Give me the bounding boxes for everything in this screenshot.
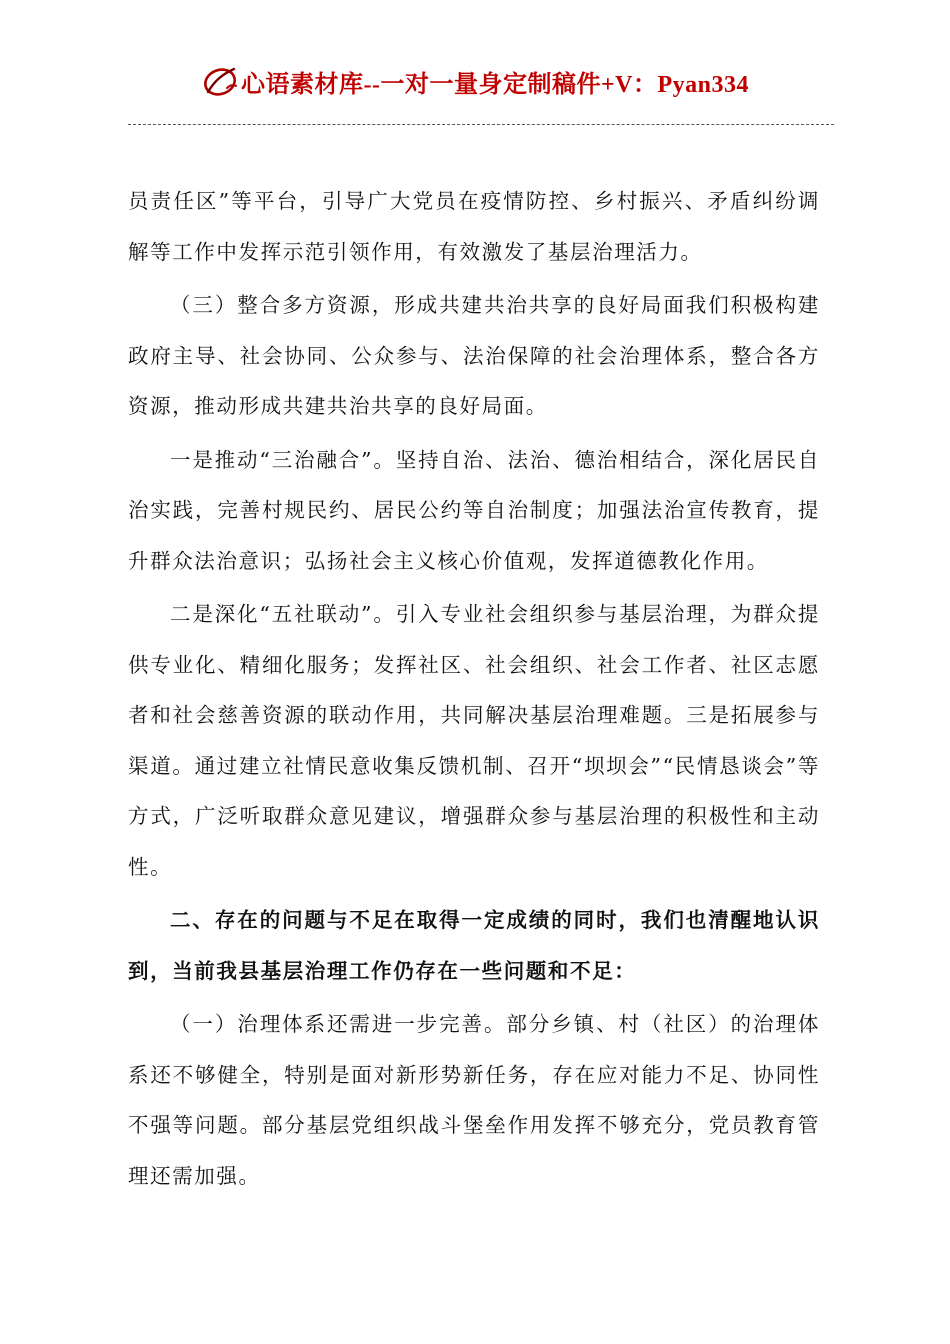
paragraph: （三）整合多方资源，形成共建共治共享的良好局面我们积极构建政府主导、社会协同、公众参与、法治保障的社会治理体系，整合各方资源，推动形成共建共治共享的良好局面。: [128, 293, 820, 418]
document-body: [128, 176, 820, 1204]
paragraph: 二是深化“五社联动”。引入专业社会组织参与基层治理，为群众提供专业化、精细化服务；发挥社区、社会组织、社会工作者、社区志愿者和社会慈善资源的联动作用，共同解决基层治理难题。三是拓展参与渠道。通过建立社情民意收集反馈机制、召开“坝坝会”“民情恳谈会”等方式，广泛听取群众意见建议，增强群众参与基层治理的积极性和主动性。: [128, 602, 820, 879]
paragraph: 员责任区”等平台，引导广大党员在疫情防控、乡村振兴、矛盾纠纷调解等工作中发挥示范引领作用，有效激发了基层治理活力。: [128, 189, 820, 264]
brand-logo-icon: [201, 62, 239, 100]
paragraph: （一）治理体系还需进一步完善。部分乡镇、村（社区）的治理体系还不够健全，特别是面对新形势新任务，存在应对能力不足、协同性不强等问题。部分基层党组织战斗堡垒作用发挥不够充分，党员教育管理还需加强。: [128, 1012, 820, 1188]
page-header: [0, 58, 950, 104]
brand-header-text: 心语素材库--一对一量身定制稿件+V：Pyan334: [241, 71, 749, 98]
paragraph: 一是推动“三治融合”。坚持自治、法治、德治相结合，深化居民自治实践，完善村规民约、居民公约等自治制度；加强法治宣传教育，提升群众法治意识；弘扬社会主义核心价值观，发挥道德教化作用。: [128, 447, 820, 573]
section-heading: 二、存在的问题与不足在取得一定成绩的同时，我们也清醒地认识到，当前我县基层治理工作仍存在一些问题和不足：: [128, 908, 820, 983]
header-divider: [128, 124, 834, 125]
